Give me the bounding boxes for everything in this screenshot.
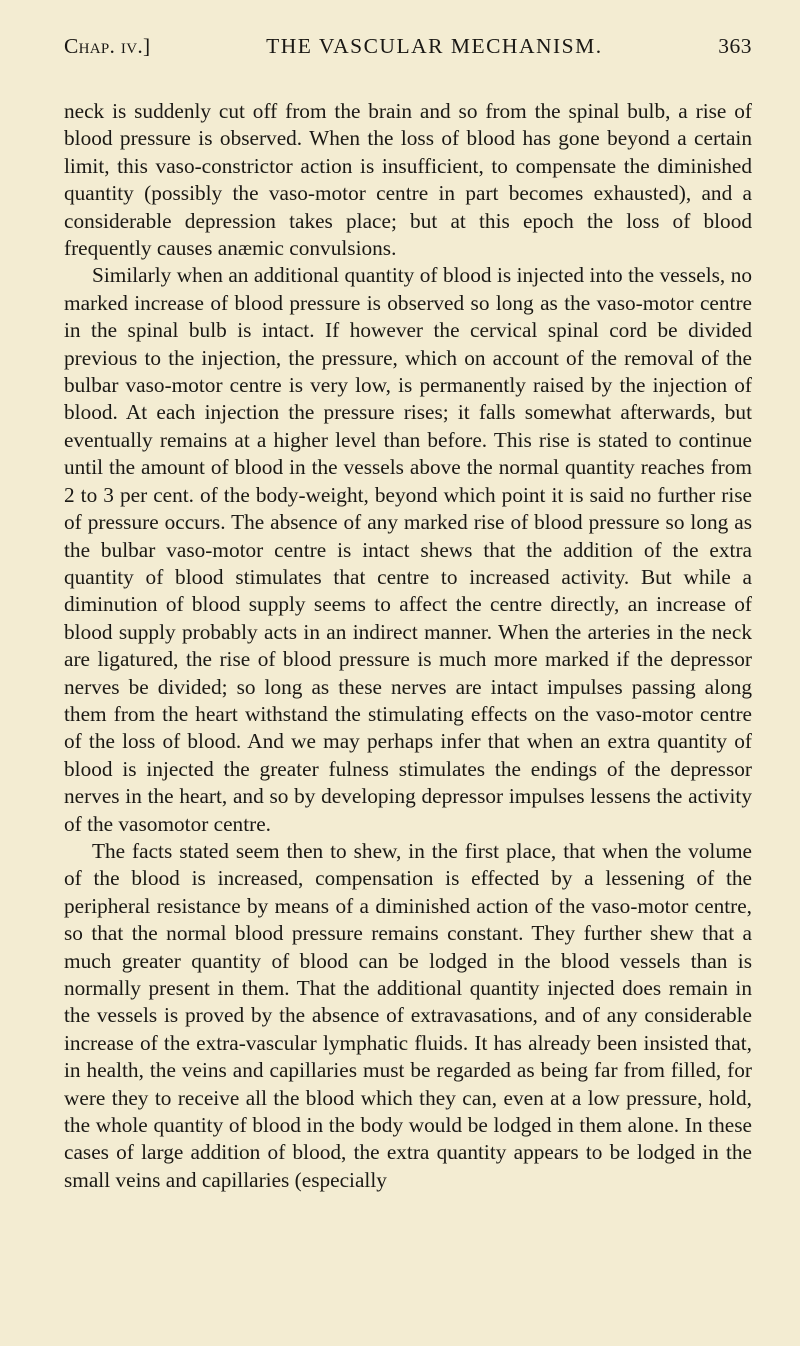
body-text — [64, 98, 752, 1194]
paragraph-2: Similarly when an additional quantity of blood is injected into the vessels, no marked increase of blood pressure is observed so long as the vaso-motor centre in the spinal bulb is intact. If however the cervical spinal cord be divided previous to the injection, the pressure, which on account of the removal of the bulbar vaso-motor centre is very low, is permanently raised by the injection of blood. At each injection the pressure rises; it falls somewhat afterwards, but eventually remains at a higher level than before. This rise is stated to continue until the amount of blood in the vessels above the normal quantity reaches from 2 to 3 per cent. of the body-weight, beyond which point it is said no further rise of pressure occurs. The absence of any marked rise of blood pressure so long as the bulbar vaso-motor centre is intact shews that the addition of the extra quantity of blood stimulates that centre to increased activity. But while a diminution of blood supply seems to affect the centre directly, an increase of blood supply probably acts in an indirect manner. When the arteries in the neck are ligatured, the rise of blood pressure is much more marked if the depressor nerves be divided; so long as these nerves are intact impulses passing along them from the heart withstand the stimulating effects on the vaso-motor centre of the loss of blood. And we may perhaps infer that when an extra quantity of blood is injected the greater fulness stimulates the endings of the depressor nerves in the heart, and so by developing depressor impulses lessens the activity of the vasomotor centre. — [64, 263, 752, 836]
running-head — [64, 34, 752, 70]
running-title: THE VASCULAR MECHANISM. — [266, 34, 603, 58]
page-number: 363 — [718, 34, 752, 58]
paragraph-1: neck is suddenly cut off from the brain and so from the spinal bulb, a rise of blood pressure is observed. When the loss of blood has gone beyond a certain limit, this vaso-constrictor action is insufficient, to compensate the diminished quantity (possibly the vaso-motor centre in part becomes exhausted), and a considerable depression takes place; but at this epoch the loss of blood frequently causes anæmic convulsions. — [64, 99, 752, 261]
paragraph-3: The facts stated seem then to shew, in the first place, that when the volume of the blood is increased, compensation is effected by a lessening of the peripheral resistance by means of a diminished action of the vaso-motor centre, so that the normal blood pressure remains constant. They further shew that a much greater quantity of blood can be lodged in the blood vessels than is normally present in them. That the additional quantity injected does remain in the vessels is proved by the absence of extravasations, and of any considerable increase of the extra-vascular lymphatic fluids. It has already been insisted that, in health, the veins and capillaries must be regarded as being far from filled, for were they to receive all the blood which they can, even at a low pressure, hold, the whole quantity of blood in the body would be lodged in them alone. In these cases of large addition of blood, the extra quantity appears to be lodged in the small veins and capillaries (especially — [64, 838, 752, 1192]
chapter-label: Chap. iv.] — [64, 34, 151, 58]
